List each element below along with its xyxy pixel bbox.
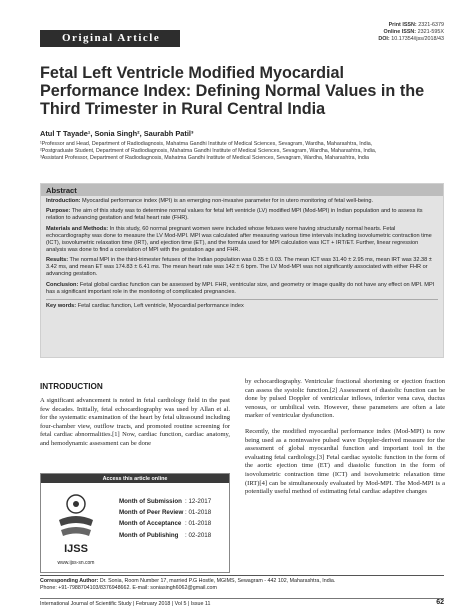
footer-divider xyxy=(40,598,444,599)
date-row xyxy=(119,518,211,529)
section-text: The aim of this study was to determine normal values for fetal left ventricle (LV) modified MPI (Mod-MPI) in Indian population and to assess its relation to advancing gestation and fetal heart rate (FHR). xyxy=(46,208,423,222)
date-label: Month of Acceptance xyxy=(119,520,182,528)
access-online-box xyxy=(40,473,230,573)
corresponding-author xyxy=(40,578,450,592)
abstract-results xyxy=(46,257,438,278)
right-column xyxy=(245,378,445,497)
abstract-methods xyxy=(46,226,438,254)
section-label: Results: xyxy=(46,257,69,264)
page-footer xyxy=(0,597,474,613)
doi-label: DOI: xyxy=(378,36,390,42)
journal-url[interactable]: www.ijss-sn.com xyxy=(57,560,95,566)
publication-dates xyxy=(119,496,211,541)
abstract-purpose xyxy=(46,208,438,222)
introduction-heading: INTRODUCTION xyxy=(40,382,103,391)
article-type-badge: Original Article xyxy=(40,30,180,47)
section-text: The normal MPI in the third-trimester fetuses of the Indian population was 0.35 ± 0.03. The mean ICT was 31.40 ± 2.95 ms, mean IRT was 32.38 ± 3.42 ms, and mean ET was 174.83 ± 6.41 ms. The mean heart rate was 142 ± 6 bpm. The LV Mod-MPI was not significantly associated with either FHR or advancing gestation. xyxy=(46,257,432,278)
corresponding-contact: Phone: +91-7988704103/8376948662. E-mail: soniasingh6062@gmail.com xyxy=(40,585,217,591)
abstract-divider xyxy=(46,299,438,300)
section-label: Materials and Methods: xyxy=(46,225,109,232)
date-row xyxy=(119,507,211,518)
article-title: Fetal Left Ventricle Modified Myocardial Performance Index: Defining Normal Values in the Third Trimester in Rural Central India xyxy=(40,64,425,118)
section-text: In this study, 60 normal pregnant women were included whose fetuses were having structurally normal hearts. Fetal echocardiography was done to measure the LV Mod-MPI. MPI was calculated after measuring various time intervals including isovolumetric contraction time (ICT), isovolumetric relaxation time (IRT), and ejection time (ET), and the formula used for MPI calculation was ICT + IRT/ET. Further, linear regression analysis was done to find a correlation of MPI with the gestation age and FHR. xyxy=(46,225,432,253)
corresponding-address: Dr. Sonia, Room Number 17, married P.G Hostle, MGIMS, Sewagram - 442 102, Maharashtra, India. xyxy=(98,578,336,584)
affiliations xyxy=(40,141,450,162)
introduction-text-left: A significant advancement is noted in fetal cardiology field in the past few decades. Initially, fetal echocardiography was used by Allan et al. for the systematic examination of the heart by fetal ultrasound including four-chamber view, outflow tracts, and promoted routine screening for fetal cardiac abnormalities.[1] Now, cardiac function, cardiac anatomy, and hemodynamic assessment can be done xyxy=(40,397,230,447)
date-row xyxy=(119,496,211,507)
abstract-box xyxy=(40,183,444,358)
affiliation: ²Postgraduate Student, Department of Radiodiagnosis, Mahatma Gandhi Institute of Medical Sciences, Sevagram, Wardha, Maharashtra, India, xyxy=(40,147,377,154)
correspondence-divider xyxy=(40,575,444,576)
introduction-text-right-1: by echocardiography. Ventricular fractional shortening or ejection fraction can assess the systolic function.[2] Assessment of diastolic function can be done by pulsed Doppler of ventricular inflows, inferior vena cava, ductus venosus, or umbilical vein. However, these parameters are often a late marker of ventricular dysfunction. xyxy=(245,378,445,420)
print-issn-label: Print ISSN: xyxy=(388,22,417,28)
abstract-heading: Abstract xyxy=(41,184,443,196)
section-label: Conclusion: xyxy=(46,281,79,288)
corresponding-label: Corresponding Author: xyxy=(40,578,99,584)
doi: 10.17354/ijss/2018/43 xyxy=(391,36,444,42)
keywords-text: Fetal cardiac function, Left ventricle, Myocardial performance index xyxy=(76,303,244,310)
issn-block xyxy=(378,22,444,43)
date-row xyxy=(119,530,211,541)
section-label: Purpose: xyxy=(46,208,71,215)
access-heading: Access this article online xyxy=(41,474,229,483)
section-label: Introduction: xyxy=(46,198,81,204)
online-issn: 2321-595X xyxy=(417,29,444,35)
journal-citation: International Journal of Scientific Study | February 2018 | Vol 5 | Issue 11 xyxy=(40,601,211,607)
date-label: Month of Peer Review xyxy=(119,509,184,517)
page-number: 62 xyxy=(436,599,444,606)
abstract-conclusion xyxy=(46,282,438,296)
date-value: : 02-2018 xyxy=(185,531,212,539)
affiliation: ³Assistant Professor, Department of Radiodiagnosis, Mahatma Gandhi Institute of Medical Sciences, Sevagram, Wardha, Maharashtra, India xyxy=(40,154,369,161)
date-value: : 01-2018 xyxy=(185,509,212,517)
date-value: : 12-2017 xyxy=(185,498,212,505)
date-label: Month of Submission xyxy=(119,498,182,505)
abstract-introduction xyxy=(46,198,438,205)
keywords-label: Key words: xyxy=(46,303,77,310)
date-label: Month of Publishing xyxy=(119,531,179,539)
ijss-logo-icon xyxy=(51,490,101,562)
keywords xyxy=(46,303,438,310)
logo-text: IJSS xyxy=(64,543,88,555)
affiliation: ¹Professor and Head, Department of Radiodiagnosis, Mahatma Gandhi Institute of Medical Sciences, Sevagram, Wardha, Maharashtra, India, xyxy=(40,141,373,147)
authors: Atul T Tayade¹, Sonia Singh², Saurabh Patil³ xyxy=(40,129,194,138)
left-column xyxy=(40,378,230,449)
section-text: Myocardial performance index (MPI) is an emerging non-invasive parameter for in utero monitoring of fetal well-being. xyxy=(80,198,374,204)
introduction-text-right-2: Recently, the modified myocardial performance index (Mod-MPI) is now being used as a noninvasive pulsed wave Doppler-derived measure for the assessment of global myocardial function and important tool in the evaluating fetal cardiology.[3] Fetal cardiac systolic function in the form of the aortic ejection time (ET) and diastolic function in the form of isovolumetric contraction time (ICT) and isovolumetric relaxation time (IRT)[4] can be simultaneously evaluated by Mod-MPI. The Mod-MPI is a potentially useful method of estimating fetal cardiac adaptive changes xyxy=(245,427,445,496)
online-issn-label: Online ISSN: xyxy=(383,29,417,35)
section-text: Fetal global cardiac function can be assessed by MPI. FHR, ventricular size, and geometry or image quality do not have any effect on MPI. MPI has a significant important role in the monitoring of complicated pregnancies. xyxy=(46,281,435,295)
print-issn: 2321-6379 xyxy=(418,22,444,28)
date-value: : 01-2018 xyxy=(185,520,212,528)
